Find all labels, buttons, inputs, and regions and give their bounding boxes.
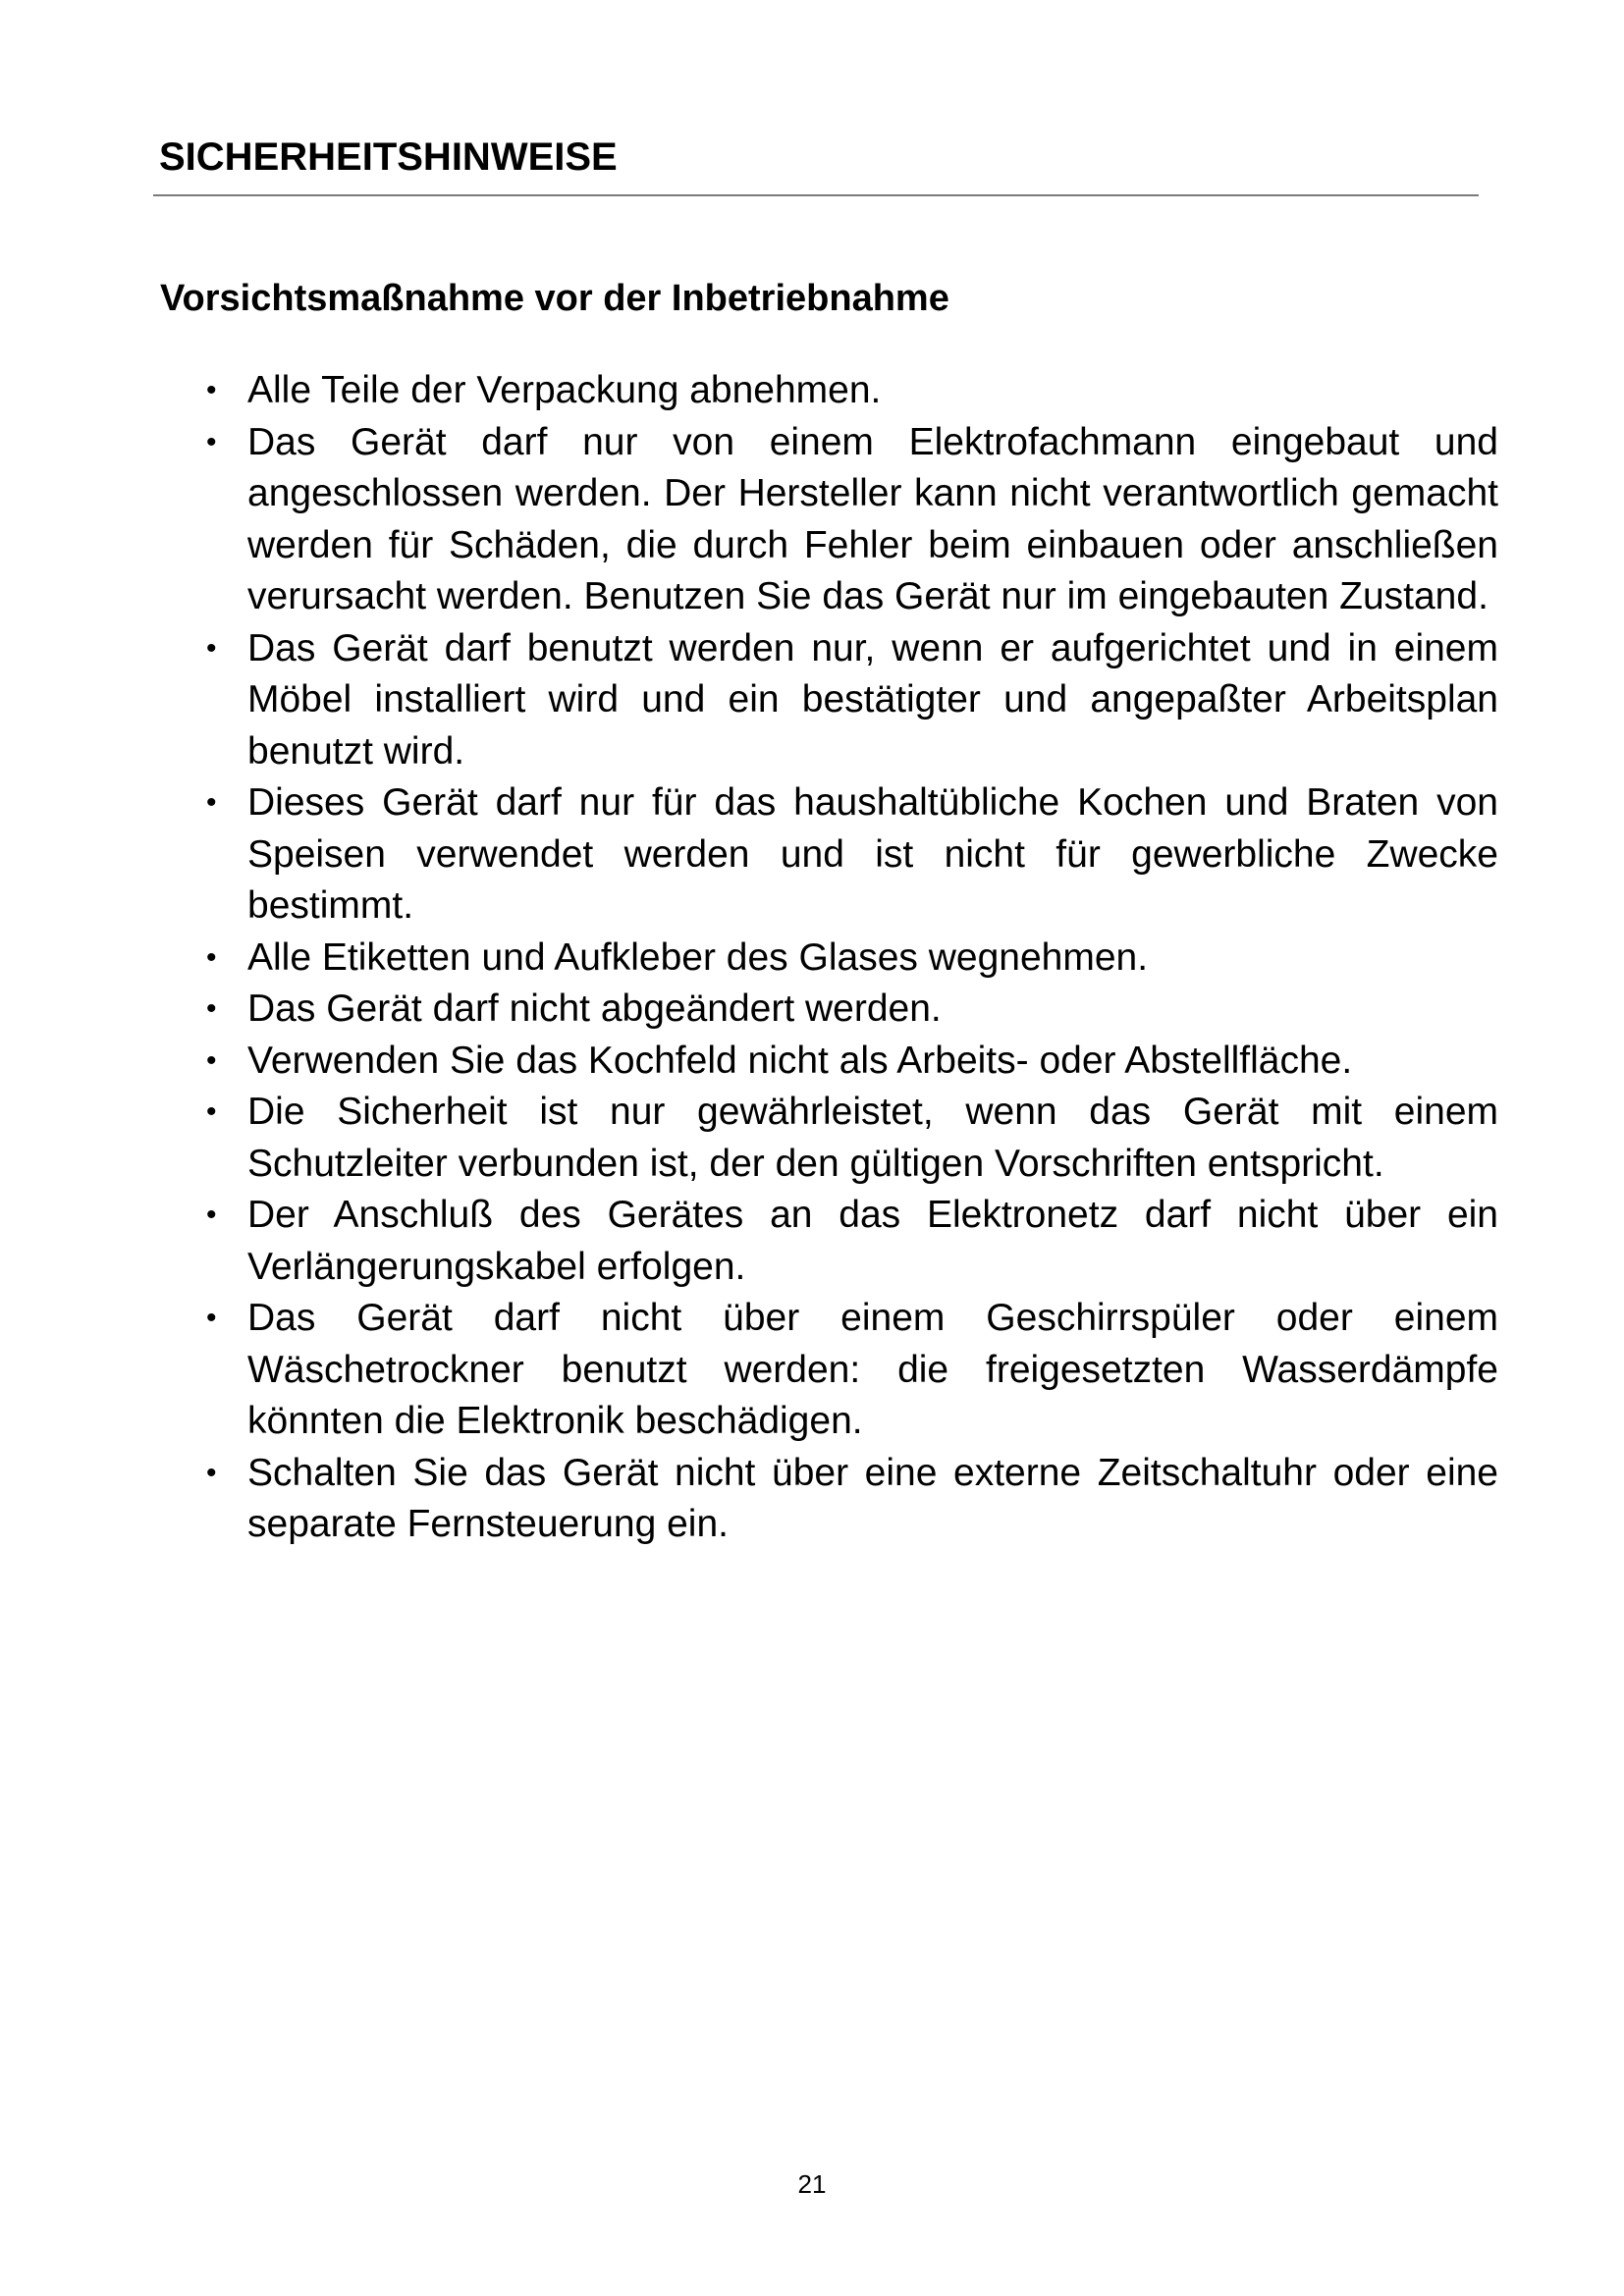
heading-divider [153,194,1479,196]
bullet-icon: • [206,992,217,1025]
bullet-icon: • [206,940,217,974]
list-item-text: Das Gerät darf nicht abgeändert werden. [247,988,942,1030]
list-item-text: Der Anschluß des Gerätes an das Elektronetz darf nicht über ein Verlängerungskabel erfolgen. [247,1194,1498,1288]
list-item-text: Das Gerät darf nicht über einem Geschirrspüler oder einem Wäschetrockner benutzt werden: die freigesetzten Wasserdämpfe könnten die Elektronik beschädigen. [247,1297,1498,1442]
bullet-icon: • [206,1456,217,1489]
bullet-icon: • [206,1095,217,1128]
list-item-text: Schalten Sie das Gerät nicht über eine externe Zeitschaltuhr oder eine separate Fernsteuerung ein. [247,1451,1498,1545]
list-item-text: Alle Teile der Verpackung abnehmen. [247,369,882,411]
page-number: 21 [797,2169,827,2199]
list-item [202,933,1498,985]
bullet-icon: • [206,786,217,819]
list-item [202,1036,1498,1088]
section-heading: SICHERHEITSHINWEISE [159,135,618,179]
subsection-heading: Vorsichtsmaßnahme vor der Inbetriebnahme [160,278,949,319]
bullet-icon: • [206,1199,217,1231]
list-item-text: Alle Etiketten und Aufkleber des Glases wegnehmen. [247,935,1149,979]
list-item [202,984,1498,1036]
list-item [202,1087,1498,1190]
list-item [202,1448,1498,1551]
list-item-text: Die Sicherheit ist nur gewährleistet, wenn das Gerät mit einem Schutzleiter verbunden ist, der den gültigen Vorschriften entspricht. [247,1091,1498,1185]
bullet-icon: • [206,631,217,665]
bullet-icon: • [206,1302,217,1334]
list-item [202,417,1498,623]
list-item-text: Das Gerät darf nur von einem Elektrofachmann eingebaut und angeschlossen werden. Der Hersteller kann nicht verantwortlich gemacht werden für Schäden, die durch Fehler beim einbauen oder anschließen verursacht werden. Benutzen Sie das Gerät nur im eingebauten Zustand. [247,420,1498,617]
list-item-text: Das Gerät darf benutzt werden nur, wenn er aufgerichtet und in einem Möbel installiert wird und ein bestätigter und angepaßter Arbeitsplan benutzt wird. [247,626,1498,773]
bullet-icon: • [206,374,217,406]
list-item [202,777,1498,933]
list-item [202,1293,1498,1448]
list-item [202,623,1498,778]
list-item [202,365,1498,417]
safety-instructions-list [202,365,1498,1551]
list-item [202,1190,1498,1293]
bullet-icon: • [206,1043,217,1077]
list-item-text: Dieses Gerät darf nur für das haushaltübliche Kochen und Braten von Speisen verwendet werden und ist nicht für gewerbliche Zwecke bestimmt. [247,781,1498,927]
bullet-icon: • [206,425,217,458]
list-item-text: Verwenden Sie das Kochfeld nicht als Arbeits- oder Abstellfläche. [247,1039,1353,1082]
